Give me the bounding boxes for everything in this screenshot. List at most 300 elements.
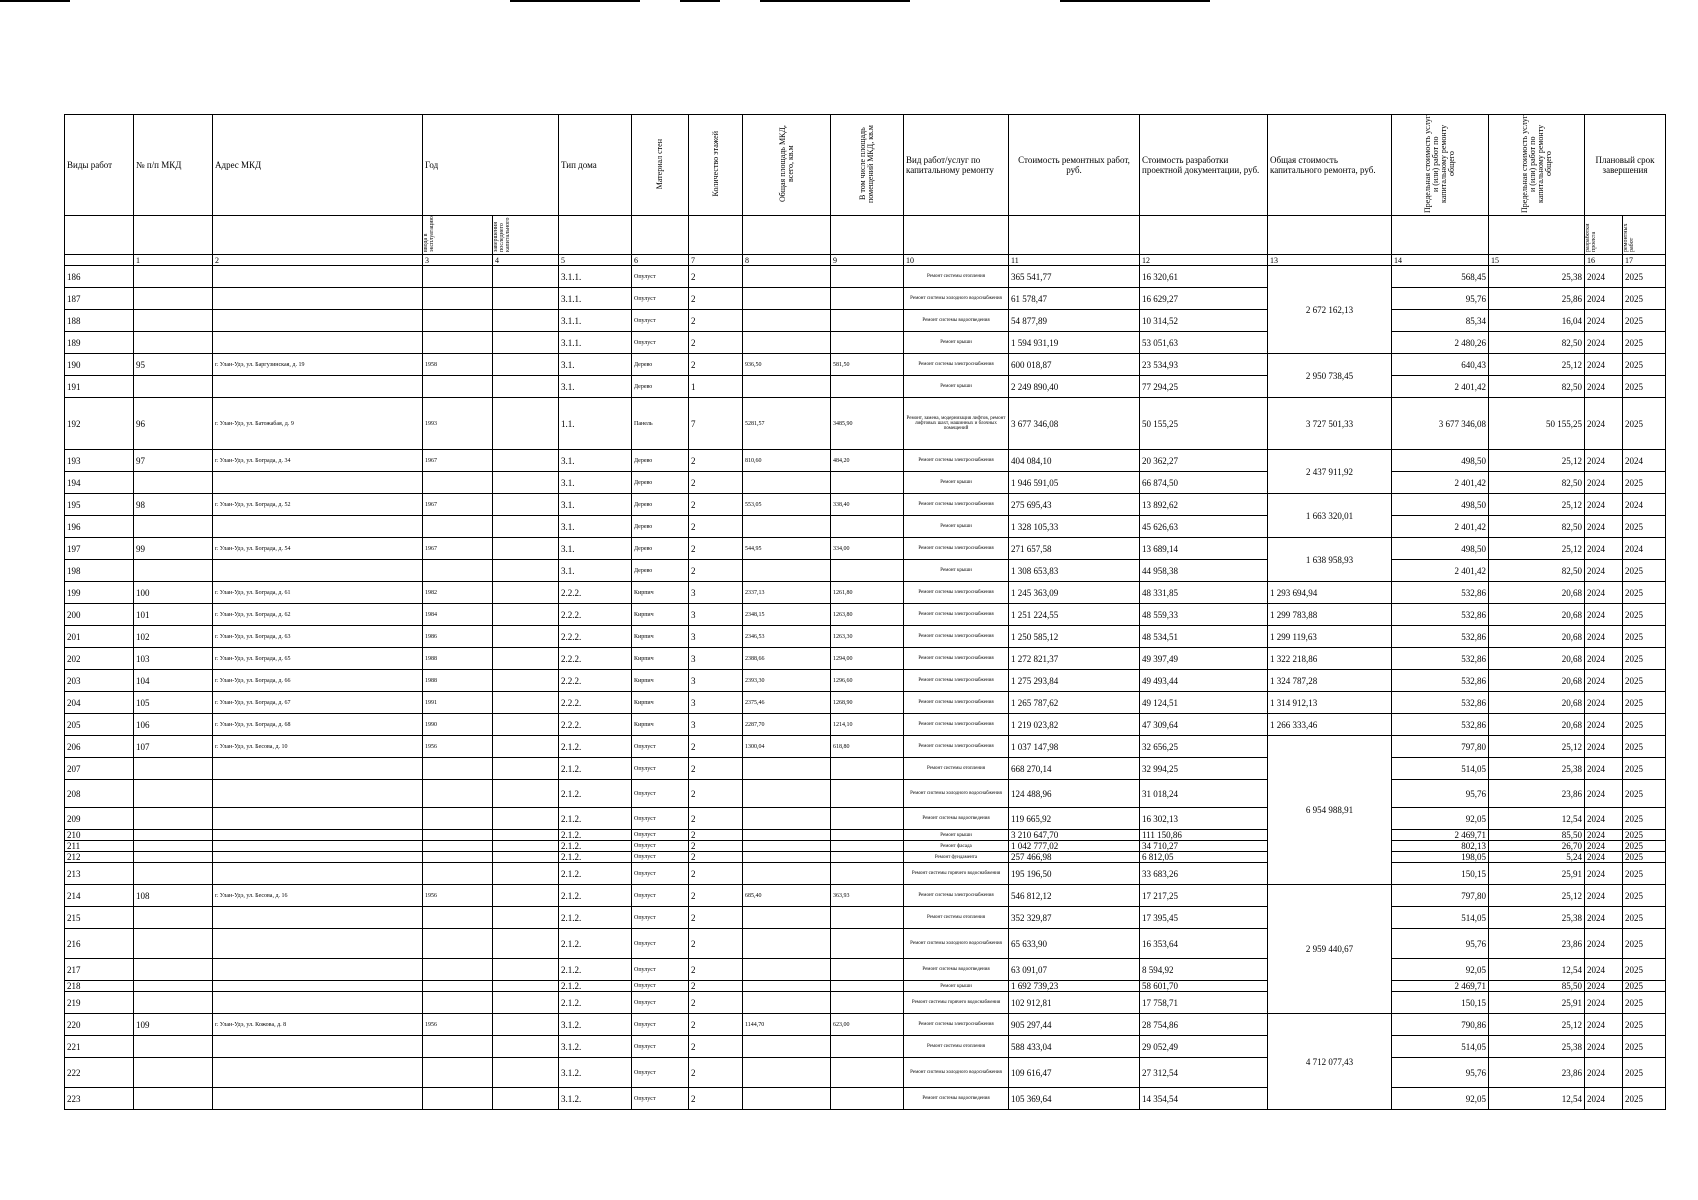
repair-cost: 105 369,64 bbox=[1009, 1088, 1140, 1110]
design-cost: 48 331,85 bbox=[1140, 582, 1268, 604]
wall-material: Опулуст bbox=[632, 959, 689, 981]
term-design: 2024 bbox=[1585, 516, 1623, 538]
term-design: 2024 bbox=[1585, 736, 1623, 758]
table-row bbox=[65, 885, 1666, 907]
mkd-number: 109 bbox=[134, 1014, 213, 1036]
repair-cost: 600 018,87 bbox=[1009, 354, 1140, 376]
premises-area bbox=[831, 992, 904, 1014]
mkd-number: 98 bbox=[134, 494, 213, 516]
year-last-repair bbox=[493, 266, 559, 288]
total-area: 685,40 bbox=[743, 885, 831, 907]
house-type: 3.1. bbox=[559, 472, 632, 494]
limit-cost-works: 514,05 bbox=[1392, 758, 1489, 780]
year-last-repair bbox=[493, 398, 559, 450]
term-works: 2025 bbox=[1623, 863, 1666, 885]
floors: 3 bbox=[689, 604, 743, 626]
address bbox=[213, 830, 423, 841]
work-type: Ремонт крыши bbox=[904, 830, 1009, 841]
row-number: 206 bbox=[65, 736, 134, 758]
premises-area bbox=[831, 376, 904, 398]
premises-area: 338,40 bbox=[831, 494, 904, 516]
wall-material: Кирпич bbox=[632, 604, 689, 626]
term-works: 2025 bbox=[1623, 885, 1666, 907]
wall-material: Опулуст bbox=[632, 1014, 689, 1036]
premises-area bbox=[831, 516, 904, 538]
year-commissioned: 1956 bbox=[423, 736, 493, 758]
year-commissioned: 1958 bbox=[423, 354, 493, 376]
year-commissioned: 1982 bbox=[423, 582, 493, 604]
header-mkd-number: № п/п МКД bbox=[134, 115, 213, 216]
total-area: 1144,70 bbox=[743, 1014, 831, 1036]
year-commissioned bbox=[423, 266, 493, 288]
year-commissioned: 1967 bbox=[423, 450, 493, 472]
term-design: 2024 bbox=[1585, 780, 1623, 808]
term-design: 2024 bbox=[1585, 907, 1623, 929]
floors: 2 bbox=[689, 560, 743, 582]
column-number: 15 bbox=[1489, 255, 1585, 266]
row-number: 208 bbox=[65, 780, 134, 808]
year-last-repair bbox=[493, 1036, 559, 1058]
table-row bbox=[65, 266, 1666, 288]
term-design: 2024 bbox=[1585, 472, 1623, 494]
total-area bbox=[743, 992, 831, 1014]
design-cost: 14 354,54 bbox=[1140, 1088, 1268, 1110]
house-type: 3.1.1. bbox=[559, 288, 632, 310]
table-row bbox=[65, 310, 1666, 332]
limit-cost-design: 25,86 bbox=[1489, 288, 1585, 310]
year-last-repair bbox=[493, 841, 559, 852]
address bbox=[213, 992, 423, 1014]
limit-cost-design: 25,38 bbox=[1489, 1036, 1585, 1058]
premises-area bbox=[831, 929, 904, 959]
wall-material: Опулуст bbox=[632, 266, 689, 288]
mkd-number bbox=[134, 863, 213, 885]
header-total-area: Общая площадь МКД, всего, кв.м bbox=[743, 115, 831, 216]
mkd-number bbox=[134, 376, 213, 398]
header-term-works: ремонтных работ bbox=[1623, 216, 1666, 255]
work-type: Ремонт крыши bbox=[904, 472, 1009, 494]
address bbox=[213, 863, 423, 885]
total-area: 1300,04 bbox=[743, 736, 831, 758]
term-works: 2024 bbox=[1623, 538, 1666, 560]
row-number: 199 bbox=[65, 582, 134, 604]
row-number: 219 bbox=[65, 992, 134, 1014]
year-last-repair bbox=[493, 1014, 559, 1036]
house-type: 2.1.2. bbox=[559, 852, 632, 863]
repair-cost: 3 677 346,08 bbox=[1009, 398, 1140, 450]
table-row bbox=[65, 648, 1666, 670]
address: г. Улан-Удэ, ул. Бограда, д. 68 bbox=[213, 714, 423, 736]
mkd-number bbox=[134, 907, 213, 929]
year-last-repair bbox=[493, 714, 559, 736]
limit-cost-design: 23,86 bbox=[1489, 780, 1585, 808]
limit-cost-works: 2 401,42 bbox=[1392, 376, 1489, 398]
premises-area: 1294,00 bbox=[831, 648, 904, 670]
total-area bbox=[743, 981, 831, 992]
mkd-number: 105 bbox=[134, 692, 213, 714]
year-commissioned bbox=[423, 780, 493, 808]
term-works: 2025 bbox=[1623, 516, 1666, 538]
row-number: 195 bbox=[65, 494, 134, 516]
table-row bbox=[65, 354, 1666, 376]
total-area bbox=[743, 780, 831, 808]
term-design: 2024 bbox=[1585, 992, 1623, 1014]
premises-area bbox=[831, 332, 904, 354]
limit-cost-works: 2 469,71 bbox=[1392, 830, 1489, 841]
repair-schedule-document bbox=[64, 114, 1666, 1110]
total-area bbox=[743, 472, 831, 494]
year-last-repair bbox=[493, 852, 559, 863]
design-cost: 47 309,64 bbox=[1140, 714, 1268, 736]
limit-cost-design: 85,50 bbox=[1489, 830, 1585, 841]
mkd-number bbox=[134, 1036, 213, 1058]
repair-cost: 65 633,90 bbox=[1009, 929, 1140, 959]
table-row bbox=[65, 288, 1666, 310]
mkd-number: 96 bbox=[134, 398, 213, 450]
house-type: 3.1.1. bbox=[559, 332, 632, 354]
table-row bbox=[65, 582, 1666, 604]
total-area bbox=[743, 929, 831, 959]
address bbox=[213, 852, 423, 863]
year-last-repair bbox=[493, 736, 559, 758]
repair-cost: 54 877,89 bbox=[1009, 310, 1140, 332]
house-type: 2.1.2. bbox=[559, 808, 632, 830]
house-type: 3.1. bbox=[559, 516, 632, 538]
mkd-number: 103 bbox=[134, 648, 213, 670]
address bbox=[213, 516, 423, 538]
row-number: 200 bbox=[65, 604, 134, 626]
address bbox=[213, 929, 423, 959]
row-number: 222 bbox=[65, 1058, 134, 1088]
address bbox=[213, 376, 423, 398]
table-row bbox=[65, 1014, 1666, 1036]
limit-cost-works: 92,05 bbox=[1392, 808, 1489, 830]
address: г. Улан-Удэ, ул. Бограда, д. 52 bbox=[213, 494, 423, 516]
design-cost: 31 018,24 bbox=[1140, 780, 1268, 808]
house-type: 3.1. bbox=[559, 560, 632, 582]
work-type: Ремонт системы горячего водоснабжения bbox=[904, 863, 1009, 885]
column-number: 17 bbox=[1623, 255, 1666, 266]
term-design: 2024 bbox=[1585, 288, 1623, 310]
wall-material: Опулуст bbox=[632, 288, 689, 310]
work-type: Ремонт системы электроснабжения bbox=[904, 626, 1009, 648]
term-works: 2025 bbox=[1623, 758, 1666, 780]
mkd-number: 95 bbox=[134, 354, 213, 376]
limit-cost-works: 150,15 bbox=[1392, 992, 1489, 1014]
limit-cost-works: 498,50 bbox=[1392, 494, 1489, 516]
mkd-number: 106 bbox=[134, 714, 213, 736]
wall-material: Дерево bbox=[632, 450, 689, 472]
table-row bbox=[65, 758, 1666, 780]
row-number: 192 bbox=[65, 398, 134, 450]
table-row bbox=[65, 714, 1666, 736]
total-area bbox=[743, 1088, 831, 1110]
limit-cost-works: 3 677 346,08 bbox=[1392, 398, 1489, 450]
table-row bbox=[65, 863, 1666, 885]
design-cost: 45 626,63 bbox=[1140, 516, 1268, 538]
row-number: 205 bbox=[65, 714, 134, 736]
term-design: 2024 bbox=[1585, 450, 1623, 472]
total-area bbox=[743, 907, 831, 929]
work-type: Ремонт системы электроснабжения bbox=[904, 1014, 1009, 1036]
address: г. Улан-Удэ, ул. Бограда, д. 54 bbox=[213, 538, 423, 560]
term-works: 2024 bbox=[1623, 450, 1666, 472]
house-type: 2.1.2. bbox=[559, 736, 632, 758]
repair-cost: 905 297,44 bbox=[1009, 1014, 1140, 1036]
term-design: 2024 bbox=[1585, 398, 1623, 450]
design-cost: 49 124,51 bbox=[1140, 692, 1268, 714]
data-rows bbox=[65, 266, 1666, 1110]
address bbox=[213, 288, 423, 310]
limit-cost-works: 2 401,42 bbox=[1392, 560, 1489, 582]
work-type: Ремонт системы электроснабжения bbox=[904, 714, 1009, 736]
wall-material: Опулуст bbox=[632, 808, 689, 830]
address bbox=[213, 1088, 423, 1110]
design-cost: 32 656,25 bbox=[1140, 736, 1268, 758]
design-cost: 50 155,25 bbox=[1140, 398, 1268, 450]
house-type: 3.1. bbox=[559, 494, 632, 516]
work-type: Ремонт системы электроснабжения bbox=[904, 538, 1009, 560]
floors: 2 bbox=[689, 736, 743, 758]
table-row bbox=[65, 1088, 1666, 1110]
table-row bbox=[65, 841, 1666, 852]
wall-material: Опулуст bbox=[632, 863, 689, 885]
address bbox=[213, 332, 423, 354]
year-commissioned bbox=[423, 907, 493, 929]
year-commissioned: 1990 bbox=[423, 714, 493, 736]
address bbox=[213, 266, 423, 288]
total-area bbox=[743, 1058, 831, 1088]
term-works: 2025 bbox=[1623, 626, 1666, 648]
design-cost: 77 294,25 bbox=[1140, 376, 1268, 398]
year-last-repair bbox=[493, 604, 559, 626]
floors: 2 bbox=[689, 907, 743, 929]
premises-area bbox=[831, 310, 904, 332]
work-type: Ремонт системы электроснабжения bbox=[904, 604, 1009, 626]
address bbox=[213, 310, 423, 332]
floors: 2 bbox=[689, 354, 743, 376]
premises-area bbox=[831, 758, 904, 780]
limit-cost-works: 92,05 bbox=[1392, 959, 1489, 981]
design-cost: 33 683,26 bbox=[1140, 863, 1268, 885]
total-cost: 1 322 218,86 bbox=[1268, 648, 1392, 670]
year-commissioned: 1993 bbox=[423, 398, 493, 450]
wall-material: Кирпич bbox=[632, 692, 689, 714]
table-row bbox=[65, 736, 1666, 758]
floors: 2 bbox=[689, 929, 743, 959]
header-limit-cost-works: Предельная стоимость услуг и (или) работ по капитальному ремонту общего bbox=[1392, 115, 1489, 216]
address bbox=[213, 959, 423, 981]
wall-material: Дерево bbox=[632, 354, 689, 376]
work-type: Ремонт системы отопления bbox=[904, 758, 1009, 780]
mkd-number: 99 bbox=[134, 538, 213, 560]
term-works: 2025 bbox=[1623, 670, 1666, 692]
design-cost: 23 534,93 bbox=[1140, 354, 1268, 376]
term-design: 2024 bbox=[1585, 648, 1623, 670]
floors: 2 bbox=[689, 450, 743, 472]
limit-cost-design: 25,91 bbox=[1489, 863, 1585, 885]
term-design: 2024 bbox=[1585, 1014, 1623, 1036]
total-area bbox=[743, 516, 831, 538]
repair-cost: 352 329,87 bbox=[1009, 907, 1140, 929]
term-design: 2024 bbox=[1585, 959, 1623, 981]
premises-area bbox=[831, 472, 904, 494]
total-area bbox=[743, 808, 831, 830]
premises-area bbox=[831, 560, 904, 582]
address bbox=[213, 780, 423, 808]
work-type: Ремонт крыши bbox=[904, 332, 1009, 354]
year-last-repair bbox=[493, 472, 559, 494]
term-design: 2024 bbox=[1585, 885, 1623, 907]
limit-cost-design: 25,12 bbox=[1489, 885, 1585, 907]
floors: 2 bbox=[689, 472, 743, 494]
floors: 2 bbox=[689, 808, 743, 830]
term-design: 2024 bbox=[1585, 310, 1623, 332]
year-last-repair bbox=[493, 310, 559, 332]
limit-cost-design: 50 155,25 bbox=[1489, 398, 1585, 450]
repair-cost: 546 812,12 bbox=[1009, 885, 1140, 907]
design-cost: 34 710,27 bbox=[1140, 841, 1268, 852]
term-design: 2024 bbox=[1585, 538, 1623, 560]
total-cost: 1 324 787,28 bbox=[1268, 670, 1392, 692]
limit-cost-works: 568,45 bbox=[1392, 266, 1489, 288]
premises-area bbox=[831, 841, 904, 852]
limit-cost-works: 85,34 bbox=[1392, 310, 1489, 332]
mkd-number bbox=[134, 758, 213, 780]
limit-cost-works: 95,76 bbox=[1392, 1058, 1489, 1088]
premises-area bbox=[831, 266, 904, 288]
repair-cost: 1 042 777,02 bbox=[1009, 841, 1140, 852]
total-cost: 1 299 783,88 bbox=[1268, 604, 1392, 626]
floors: 2 bbox=[689, 992, 743, 1014]
design-cost: 17 395,45 bbox=[1140, 907, 1268, 929]
term-works: 2025 bbox=[1623, 1058, 1666, 1088]
address bbox=[213, 1036, 423, 1058]
address: г. Улан-Удэ, ул. Батожабая, д. 9 bbox=[213, 398, 423, 450]
row-number: 189 bbox=[65, 332, 134, 354]
work-type: Ремонт системы водоотведения bbox=[904, 310, 1009, 332]
year-commissioned bbox=[423, 841, 493, 852]
limit-cost-design: 25,38 bbox=[1489, 907, 1585, 929]
column-number: 8 bbox=[743, 255, 831, 266]
column-number: 1 bbox=[134, 255, 213, 266]
wall-material: Опулуст bbox=[632, 1058, 689, 1088]
row-number: 194 bbox=[65, 472, 134, 494]
house-type: 2.1.2. bbox=[559, 929, 632, 959]
header-year-last-repair: завершения последнего капитального bbox=[493, 216, 559, 255]
year-last-repair bbox=[493, 494, 559, 516]
work-type: Ремонт системы отопления bbox=[904, 1036, 1009, 1058]
design-cost: 48 534,51 bbox=[1140, 626, 1268, 648]
table-row bbox=[65, 626, 1666, 648]
wall-material: Опулуст bbox=[632, 852, 689, 863]
limit-cost-works: 95,76 bbox=[1392, 780, 1489, 808]
year-commissioned bbox=[423, 332, 493, 354]
limit-cost-works: 532,86 bbox=[1392, 604, 1489, 626]
floors: 2 bbox=[689, 266, 743, 288]
column-number: 2 bbox=[213, 255, 423, 266]
work-type: Ремонт системы электроснабжения bbox=[904, 736, 1009, 758]
column-number: 10 bbox=[904, 255, 1009, 266]
address bbox=[213, 981, 423, 992]
design-cost: 49 493,44 bbox=[1140, 670, 1268, 692]
floors: 3 bbox=[689, 670, 743, 692]
house-type: 2.1.2. bbox=[559, 841, 632, 852]
limit-cost-design: 23,86 bbox=[1489, 929, 1585, 959]
total-area bbox=[743, 560, 831, 582]
row-number: 210 bbox=[65, 830, 134, 841]
year-last-repair bbox=[493, 354, 559, 376]
limit-cost-design: 25,38 bbox=[1489, 266, 1585, 288]
limit-cost-works: 95,76 bbox=[1392, 929, 1489, 959]
total-area bbox=[743, 266, 831, 288]
repair-cost: 195 196,50 bbox=[1009, 863, 1140, 885]
repair-schedule-table bbox=[64, 114, 1666, 1110]
total-area: 810,60 bbox=[743, 450, 831, 472]
term-design: 2024 bbox=[1585, 1088, 1623, 1110]
design-cost: 16 302,13 bbox=[1140, 808, 1268, 830]
term-works: 2025 bbox=[1623, 310, 1666, 332]
work-type: Ремонт крыши bbox=[904, 516, 1009, 538]
floors: 3 bbox=[689, 648, 743, 670]
design-cost: 28 754,86 bbox=[1140, 1014, 1268, 1036]
term-works: 2025 bbox=[1623, 714, 1666, 736]
year-commissioned bbox=[423, 863, 493, 885]
row-number: 188 bbox=[65, 310, 134, 332]
term-design: 2024 bbox=[1585, 494, 1623, 516]
row-number: 215 bbox=[65, 907, 134, 929]
premises-area bbox=[831, 808, 904, 830]
year-commissioned: 1967 bbox=[423, 494, 493, 516]
year-commissioned bbox=[423, 959, 493, 981]
year-commissioned: 1986 bbox=[423, 626, 493, 648]
repair-cost: 1 946 591,05 bbox=[1009, 472, 1140, 494]
term-design: 2024 bbox=[1585, 604, 1623, 626]
house-type: 3.1.2. bbox=[559, 1014, 632, 1036]
term-works: 2025 bbox=[1623, 1014, 1666, 1036]
wall-material: Дерево bbox=[632, 560, 689, 582]
limit-cost-works: 92,05 bbox=[1392, 1088, 1489, 1110]
floors: 2 bbox=[689, 1088, 743, 1110]
mkd-number bbox=[134, 332, 213, 354]
table-row bbox=[65, 472, 1666, 494]
work-type: Ремонт фундамента bbox=[904, 852, 1009, 863]
limit-cost-works: 498,50 bbox=[1392, 450, 1489, 472]
floors: 3 bbox=[689, 692, 743, 714]
year-commissioned bbox=[423, 852, 493, 863]
term-design: 2024 bbox=[1585, 1036, 1623, 1058]
limit-cost-works: 802,13 bbox=[1392, 841, 1489, 852]
work-type: Ремонт системы электроснабжения bbox=[904, 648, 1009, 670]
total-area: 2375,46 bbox=[743, 692, 831, 714]
work-type: Ремонт системы электроснабжения bbox=[904, 582, 1009, 604]
total-cost: 1 314 912,13 bbox=[1268, 692, 1392, 714]
wall-material: Опулуст bbox=[632, 992, 689, 1014]
table-row bbox=[65, 929, 1666, 959]
work-type: Ремонт системы горячего водоснабжения bbox=[904, 992, 1009, 1014]
work-type: Ремонт, замена, модернизация лифтов, ремонт лифтовых шахт, машинных и блочных помещений bbox=[904, 398, 1009, 450]
premises-area bbox=[831, 959, 904, 981]
address bbox=[213, 560, 423, 582]
year-commissioned: 1956 bbox=[423, 885, 493, 907]
total-cost: 1 266 333,46 bbox=[1268, 714, 1392, 736]
row-number: 216 bbox=[65, 929, 134, 959]
limit-cost-design: 82,50 bbox=[1489, 516, 1585, 538]
design-cost: 13 892,62 bbox=[1140, 494, 1268, 516]
total-area: 2346,53 bbox=[743, 626, 831, 648]
wall-material: Опулуст bbox=[632, 929, 689, 959]
total-cost-merged: 2 959 440,67 bbox=[1268, 885, 1392, 1014]
